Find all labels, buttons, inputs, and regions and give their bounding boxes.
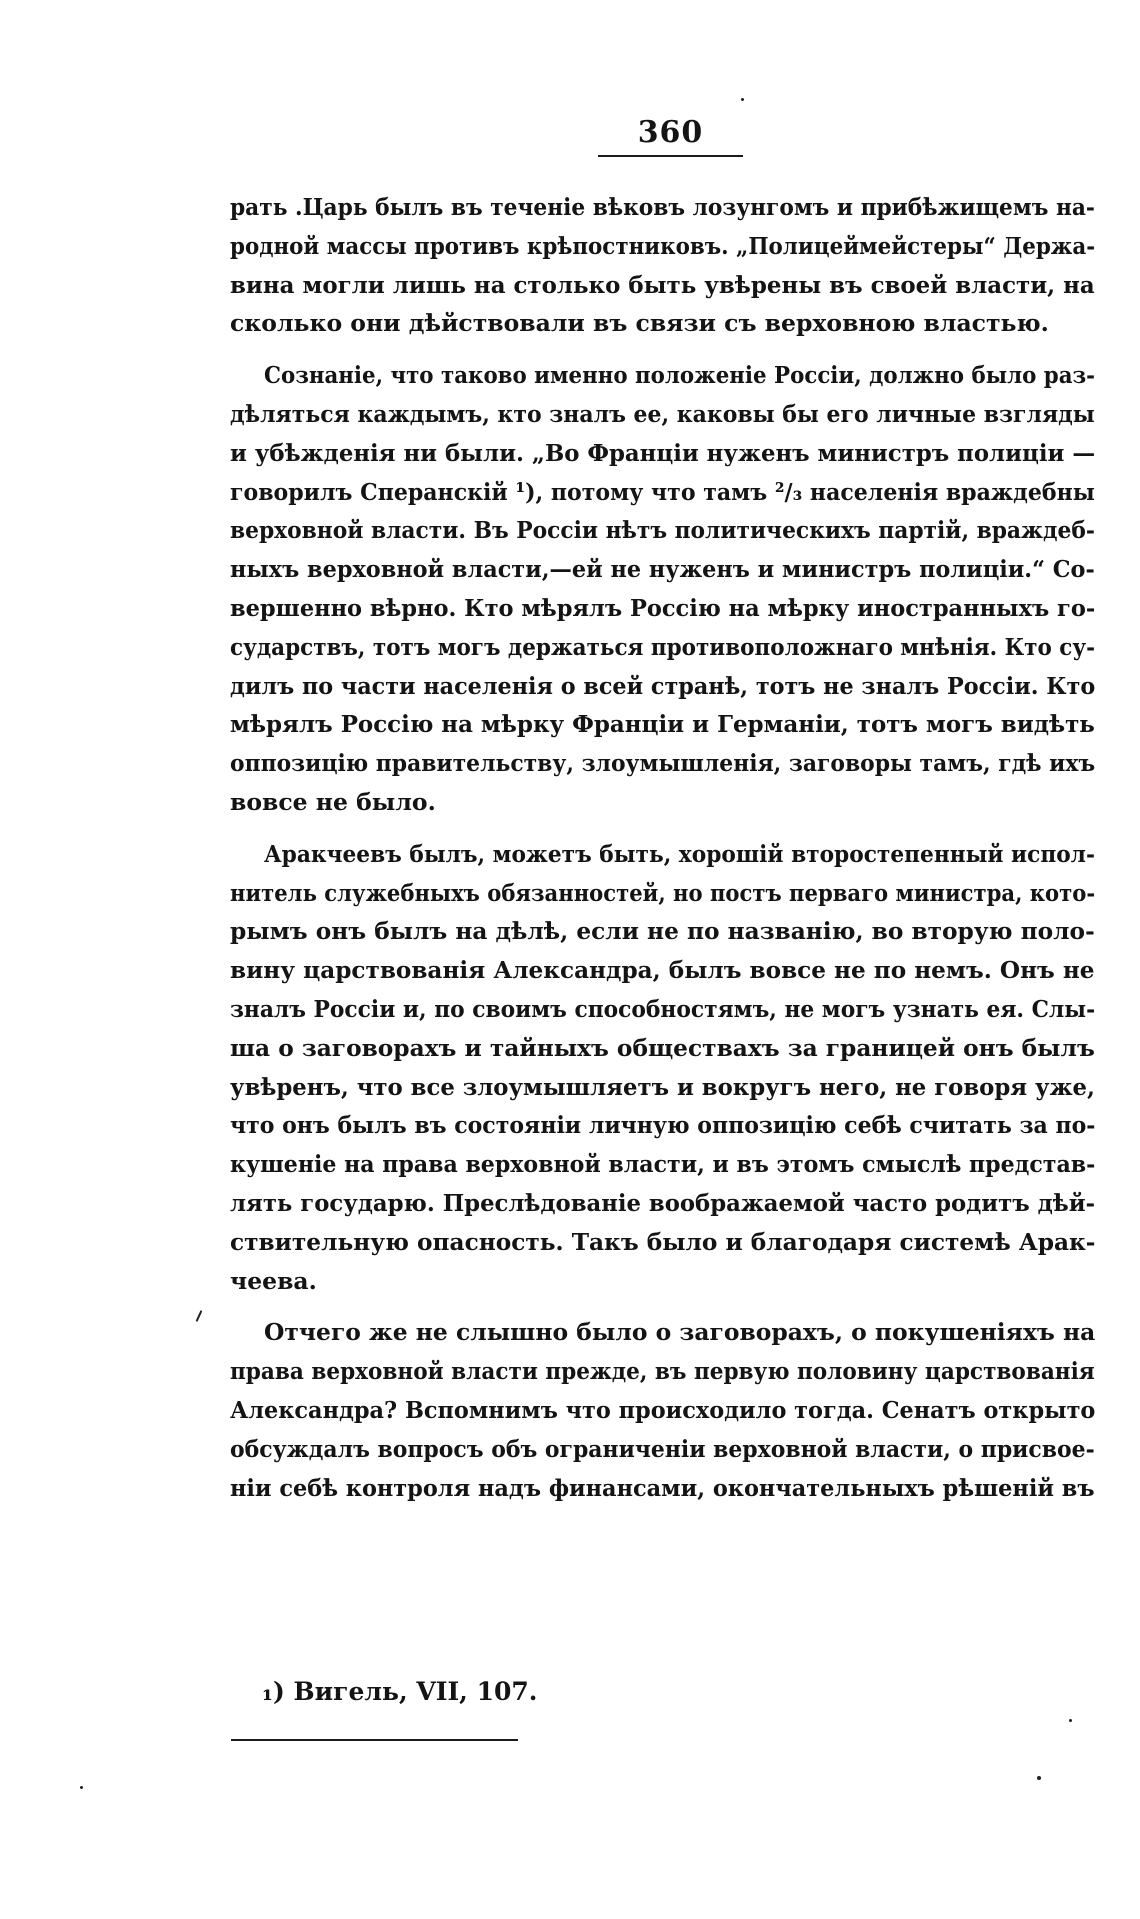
text-line: ша о заговорахъ и тайныхъ обществахъ за границей онъ былъ <box>230 1033 1095 1062</box>
text-line: вина могли лишь на столько быть увѣрены въ своей власти, на <box>230 270 1095 299</box>
text-line: и убѣжденія ни были. „Во Франціи нуженъ министръ полиціи — <box>230 438 1095 467</box>
text-line: рымъ онъ былъ на дѣлѣ, если не по названію, во вторую поло- <box>230 917 1095 946</box>
text-line: обсуждалъ вопросъ объ ограниченіи верховной власти, о присвое- <box>230 1434 1095 1463</box>
scan-speck <box>80 1786 83 1789</box>
text-line: чеева. <box>230 1266 317 1295</box>
text-line: лять государю. Преслѣдованіе воображаемой часто родитъ дѣй- <box>230 1188 1095 1217</box>
scan-speck <box>741 98 744 101</box>
footnote-rule <box>231 1739 518 1741</box>
text-line: ствительную опасность. Такъ было и благодаря системѣ Арак- <box>230 1227 1095 1256</box>
text-line: Аракчеевъ былъ, можетъ быть, хорошій второстепенный испол- <box>264 839 1095 868</box>
paragraph <box>230 835 1095 1301</box>
text-line: родной массы противъ крѣпостниковъ. „Полицеймейстеры“ Держа- <box>230 231 1095 260</box>
paragraph <box>230 188 1095 343</box>
text-line: увѣренъ, что все злоумышляетъ и вокругъ него, не говоря уже, <box>230 1072 1095 1101</box>
text-line: зналъ Россіи и, по своимъ способностямъ, не могъ узнать ея. Слы- <box>230 994 1095 1023</box>
scan-speck <box>1069 1719 1072 1722</box>
footnote: ₁) Вигель, VII, 107. <box>262 1677 538 1706</box>
scan-speck <box>1037 1776 1041 1780</box>
paragraph <box>230 356 1095 822</box>
text-line: сколько они дѣйствовали въ связи съ верховною властью. <box>230 309 1049 338</box>
text-line: ныхъ верховной власти,—ей не нуженъ и министръ полиціи.“ Со- <box>230 555 1095 584</box>
text-line: верховной власти. Въ Россіи нѣтъ политическихъ партій, враждеб- <box>230 516 1095 545</box>
page-number: 360 <box>637 115 704 150</box>
text-line: вершенно вѣрно. Кто мѣрялъ Россію на мѣрку иностранныхъ го- <box>230 593 1095 622</box>
text-line: права верховной власти прежде, въ первую половину царствованія <box>230 1357 1095 1386</box>
text-line: оппозицію правительству, злоумышленія, заговоры тамъ, гдѣ ихъ <box>230 749 1095 778</box>
text-line: кушеніе на права верховной власти, и въ этомъ смыслѣ представ- <box>230 1150 1095 1179</box>
text-line: дилъ по части населенія о всей странѣ, тотъ не зналъ Россіи. Кто <box>230 671 1095 700</box>
text-line: что онъ былъ въ состояніи личную оппозицію себѣ считать за по- <box>230 1111 1095 1140</box>
scan-speck <box>196 1310 203 1322</box>
body-text <box>230 188 1095 1507</box>
text-line: говорилъ Сперанскій ¹), потому что тамъ ²/₃ населенія враждебны <box>230 477 1095 506</box>
text-line: сударствъ, тотъ могъ держаться противоположнаго мнѣнія. Кто су- <box>230 632 1095 661</box>
text-line: вовсе не было. <box>230 787 436 816</box>
text-line: Отчего же не слышно было о заговорахъ, о покушеніяхъ на <box>264 1318 1095 1347</box>
page-number-rule <box>598 155 743 157</box>
text-line: мѣрялъ Россію на мѣрку Франціи и Германіи, тотъ могъ видѣть <box>230 710 1095 739</box>
paragraph <box>230 1313 1095 1507</box>
text-line: Александра? Вспомнимъ что происходило тогда. Сенатъ открыто <box>230 1395 1095 1424</box>
text-line: ніи себѣ контроля надъ финансами, окончательныхъ рѣшеній въ <box>230 1473 1095 1502</box>
text-line: рать .Царь былъ въ теченіе вѣковъ лозунгомъ и прибѣжищемъ на- <box>230 193 1095 221</box>
text-line: Сознаніе, что таково именно положеніе Россіи, должно было раз- <box>264 361 1095 390</box>
text-line: нитель служебныхъ обязанностей, но постъ перваго министра, кото- <box>230 878 1095 907</box>
text-line: вину царствованія Александра, былъ вовсе не по немъ. Онъ не <box>230 956 1095 985</box>
text-line: дѣляться каждымъ, кто зналъ ее, каковы бы его личные взгляды <box>230 399 1095 428</box>
